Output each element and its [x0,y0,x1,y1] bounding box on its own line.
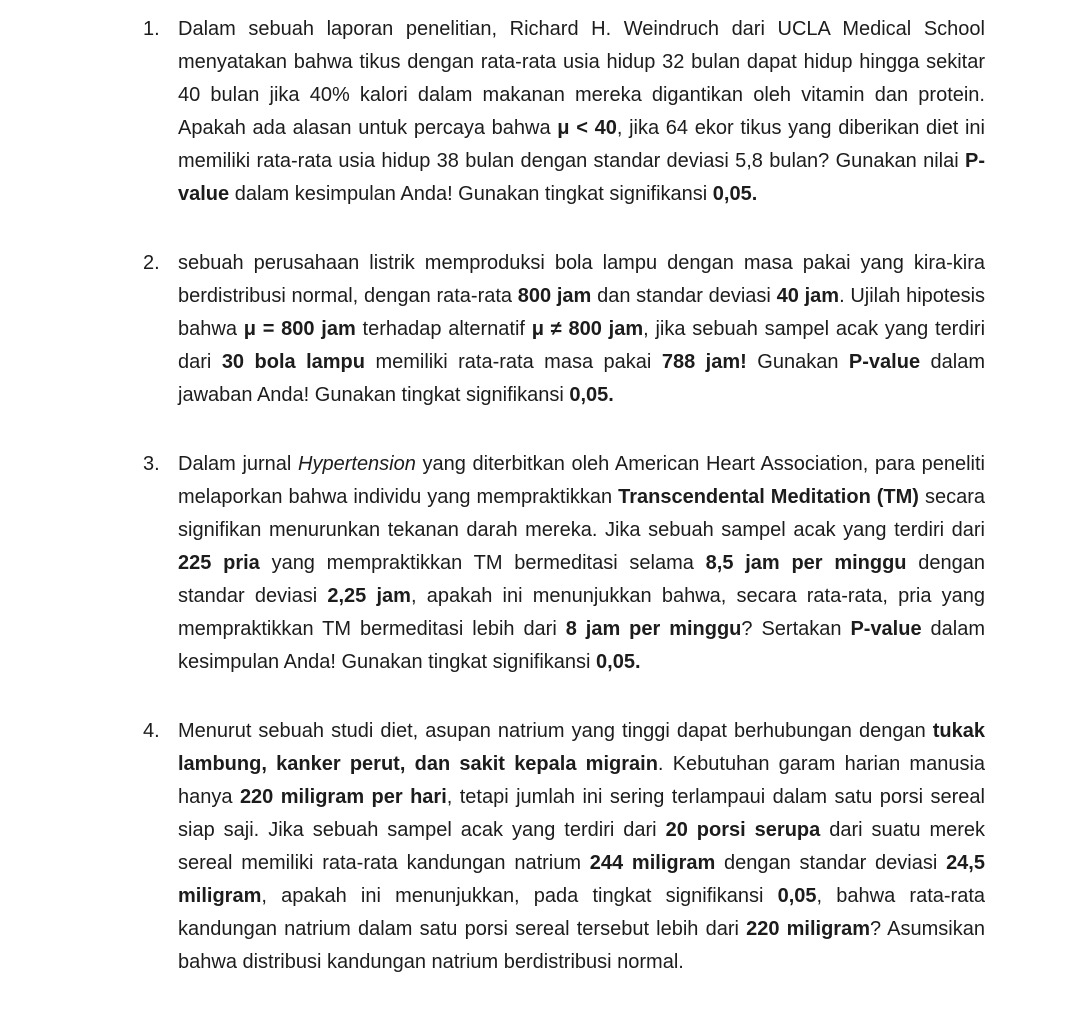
problem-item [143,448,985,679]
text-run: , tetapi jumlah ini sering terlampaui dalam satu porsi sereal siap saji. Jika sebuah sampel acak yang terdiri dari [178,786,985,841]
text-run: sebuah perusahaan listrik memproduksi bola lampu dengan masa pakai yang kira-kira berdistribusi normal, dengan rata-rata [178,252,985,307]
text-run: 24,5 miligram [178,852,985,907]
text-run: . Kebutuhan garam harian manusia hanya [178,753,986,808]
text-run: μ = 800 jam [243,318,356,340]
problem-list [143,13,985,979]
problem-text [178,13,985,211]
text-run: , jika 64 ekor tikus yang diberikan diet ini memiliki rata-rata usia hidup 38 bulan dengan standar deviasi 5,8 bulan? Gunakan nilai [178,117,985,172]
text-run: , apakah ini menunjukkan bahwa, secara rata-rata, pria yang mempraktikkan TM bermeditasi lebih dari [178,585,986,640]
problem-text [178,448,985,679]
text-run: Dalam jurnal [178,453,299,475]
text-run: 788 jam! [661,351,747,373]
text-run: dengan standar deviasi [178,552,986,607]
text-run: 225 pria [178,552,260,574]
text-run: tukak lambung, kanker perut, dan sakit kepala migrain [178,720,985,775]
problem-item [143,13,985,211]
text-run: , jika sebuah sampel acak yang terdiri dari [178,318,986,373]
text-run: yang diterbitkan oleh American Heart Association, para peneliti melaporkan bahwa individu yang mempraktikkan [178,453,985,508]
text-run: 30 bola lampu [221,351,365,373]
text-run: 244 miligram [589,852,716,874]
text-run: μ < 40 [557,117,617,139]
text-run: 0,05. [712,183,758,205]
text-run: 8,5 jam per minggu [705,552,907,574]
text-run: ? Sertakan [741,618,851,640]
text-run: 220 miligram per hari [239,786,447,808]
text-run: dalam jawaban Anda! Gunakan tingkat signifikansi [178,351,986,406]
text-run: terhadap alternatif [355,318,532,340]
text-run: Dalam sebuah laporan penelitian, Richard H. Weindruch dari UCLA Medical School menyatakan bahwa tikus dengan rata-rata usia hidup 32 bulan dapat hidup hingga sekitar 40 bulan jika 40% kalori dalam makanan mereka digantikan oleh vitamin dan protein. Apakah ada alasan untuk percaya bahwa [178,18,985,139]
text-run: 220 miligram [746,918,870,940]
text-run: dari suatu merek sereal memiliki rata-rata kandungan natrium [178,819,986,874]
problem-number: 1. [143,18,160,40]
text-run: secara signifikan menurunkan tekanan darah mereka. Jika sebuah sampel acak yang terdiri dari [178,486,985,541]
text-run: , apakah ini menunjukkan, pada tingkat signifikansi [261,885,778,907]
text-run: μ ≠ 800 jam [531,318,644,340]
text-run: 0,05. [569,384,614,406]
text-run: P-value [850,618,922,640]
text-run: 20 porsi serupa [665,819,821,841]
problem-text [178,247,985,412]
problem-number: 3. [143,453,160,475]
text-run: Menurut sebuah studi diet, asupan natrium yang tinggi dapat berhubungan dengan [178,720,933,742]
problem-item [143,247,985,412]
text-run: 0,05. [596,651,641,673]
text-run: 40 jam [776,285,840,307]
problem-text [178,715,985,979]
text-run: 0,05 [777,885,817,907]
text-run: yang mempraktikkan TM bermeditasi selama [259,552,706,574]
text-run: dalam kesimpulan Anda! Gunakan tingkat signifikansi [178,618,985,673]
text-run: dan standar deviasi [591,285,777,307]
text-run: P-value [178,150,985,205]
text-run: P-value [848,351,921,373]
problem-number: 2. [143,252,160,274]
text-run: dengan standar deviasi [715,852,947,874]
text-run: , bahwa rata-rata kandungan natrium dalam satu porsi sereal tersebut lebih dari [178,885,985,940]
text-run: . Ujilah hipotesis bahwa [178,285,986,340]
text-run: dalam kesimpulan Anda! Gunakan tingkat signifikansi [229,183,713,205]
text-run: Gunakan [746,351,849,373]
text-run: Transcendental Meditation (TM) [618,486,919,508]
text-run: 800 jam [517,285,592,307]
problem-item [143,715,985,979]
text-run: ? Asumsikan bahwa distribusi kandungan natrium berdistribusi normal. [178,918,985,973]
text-run: 2,25 jam [327,585,411,607]
problem-number: 4. [143,720,160,742]
text-run: Hypertension [298,453,416,475]
text-run: memiliki rata-rata masa pakai [365,351,662,373]
text-run: 8 jam per minggu [565,618,742,640]
